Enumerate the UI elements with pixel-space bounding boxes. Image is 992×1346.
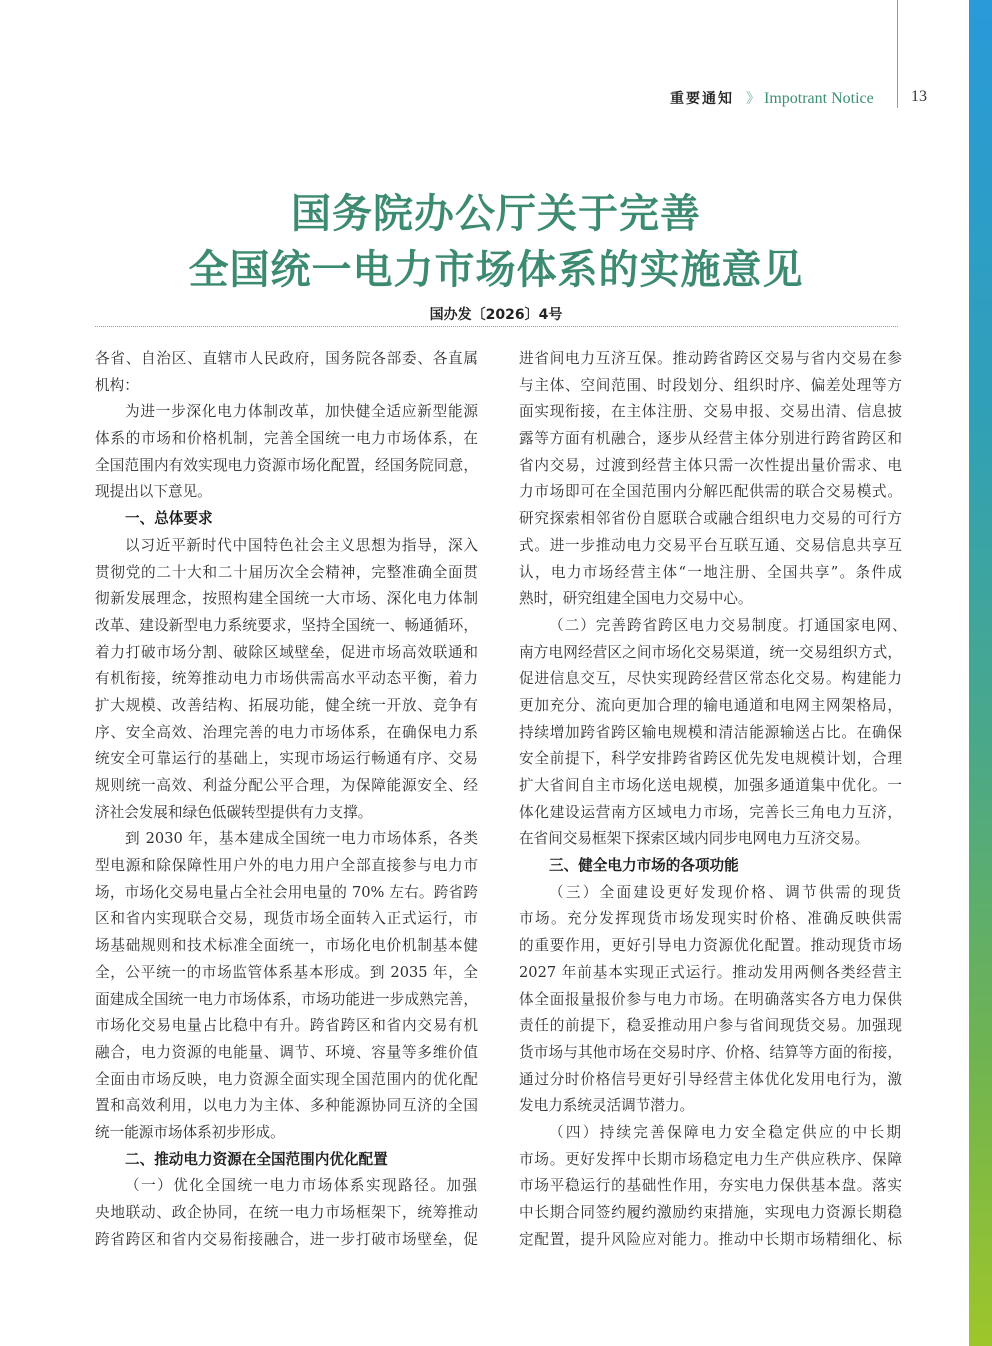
text-line: 研究探索相邻省份自愿联合或融合组织电力交易的可行方 [519,510,902,528]
page-number: 13 [911,88,927,105]
text-line: 扩大规模、改善结构、拓展功能，健全统一开放、竞争有 [95,696,478,714]
text-line: 熟时，研究组建全国电力交易中心。 [519,590,753,608]
text-line: 着力打破市场分割、破除区域壁垒，促进市场高效联通和 [95,643,478,661]
text-line: 露等方面有机融合，逐步从经营主体分别进行跨省跨区和 [519,430,902,448]
text-line: 统一能源市场体系初步形成。 [95,1123,285,1141]
text-line: 区和省内实现联合交易，现货市场全面转入正式运行，市 [95,910,478,928]
text-line: 的重要作用，更好引导电力资源优化配置。推动现货市场 [519,937,902,955]
document-number: 国办发〔2026〕4号 [429,307,563,323]
page-title-line-2: 全国统一电力市场体系的实施意见 [188,246,804,293]
section-heading [519,853,902,880]
text-line: 南方电网经营区之间市场化交易渠道，统一交易组织方式， [519,643,902,661]
text-line: 认，电力市场经营主体“一地注册、全国共享”。条件成 [519,563,902,581]
text-line: 有机衔接，统筹推动电力市场供需高水平动态平衡，着力 [95,670,478,688]
left-column [95,346,478,1253]
text-line: 全，公平统一的市场监管体系基本形成。到 2035 年，全 [95,963,478,981]
text-line: （一）优化全国统一电力市场体系实现路径。加强 [125,1177,478,1195]
paragraph [95,533,478,827]
section-heading [95,506,478,533]
page-title-line-1: 国务院办公厅关于完善 [291,190,701,237]
text-line: （三）全面建设更好发现价格、调节供需的现货 [549,883,902,901]
text-line: 中长期合同签约履约激励约束措施，实现电力资源长期稳 [519,1204,902,1221]
text-line: 置和高效利用，以电力为主体、多种能源协同互济的全国 [95,1097,478,1115]
text-line: 场基础规则和技术标准全面统一，市场化电价机制基本健 [95,937,478,955]
paragraph [519,880,902,1120]
text-line: 机构： [95,376,139,394]
text-line: 规则统一高效、利益分配公平合理，为保障能源安全、经 [95,777,478,794]
text-line: （二）完善跨省跨区电力交易制度。打通国家电网、 [549,616,908,634]
header-divider [897,0,898,108]
text-line: 面建成全国统一电力市场体系，市场功能进一步成熟完善， [95,990,478,1008]
text-line: 力市场即可在全国范围内分解匹配供需的联合交易模式。 [519,483,902,501]
text-line: 各省、自治区、直辖市人民政府，国务院各部委、各直属 [95,350,478,367]
text-line: 型电源和除保障性用户外的电力用户全部直接参与电力市 [95,857,478,875]
text-line: （四）持续完善保障电力安全稳定供应的中长期 [549,1123,902,1141]
text-line: 以习近平新时代中国特色社会主义思想为指导，深入 [125,536,478,554]
section-heading [95,1147,478,1174]
text-line: 三、健全电力市场的各项功能 [549,857,739,875]
text-line: 到 2030 年，基本建成全国统一电力市场体系，各类 [125,830,478,848]
text-line: 式。进一步推动电力交易平台互联互通、交易信息共享互 [519,536,902,554]
paragraph [95,1173,478,1253]
text-line: 改革、建设新型电力系统要求，坚持全国统一、畅通循环， [95,616,478,634]
section-name: 重要通知 [670,91,734,107]
text-line: 为进一步深化电力体制改革，加快健全适应新型能源 [125,403,478,421]
text-line: 进省间电力互济互保。推动跨省跨区交易与省内交易在参 [519,350,902,367]
text-line: 彻新发展理念，按照构建全国统一大市场、深化电力体制 [95,590,478,608]
text-line: 货市场与其他市场在交易时序、价格、结算等方面的衔接， [519,1043,902,1061]
text-line: 统安全可靠运行的基础上，实现市场运行畅通有序、交易 [95,750,478,768]
text-line: 与主体、空间范围、时段划分、组织时序、偏差处理等方 [519,376,902,394]
paragraph [519,613,908,853]
paragraph [95,346,478,399]
text-line: 定配置，提升风险应对能力。推动中长期市场精细化、标 [519,1230,902,1248]
text-line: 央地联动、政企协同，在统一电力市场框架下，统筹推动 [95,1204,478,1221]
text-line: 济社会发展和绿色低碳转型提供有力支撑。 [95,803,373,821]
paragraph [95,399,478,506]
text-line: 市场平稳运行的基础性作用，夯实电力保供基本盘。落实 [519,1177,902,1195]
text-line: 市场化交易电量占比稳中有升。跨省跨区和省内交易有机 [95,1017,478,1035]
text-line: 更加充分、流向更加合理的输电通道和电网主网架格局， [519,696,902,714]
text-line: 二、推动电力资源在全国范围内优化配置 [125,1150,388,1168]
text-line: 融合，电力资源的电能量、调节、环境、容量等多维价值 [95,1043,478,1061]
text-line: 体系的市场和价格机制，完善全国统一电力市场体系，在 [95,430,478,448]
text-line: 市场。充分发挥现货市场发现实时价格、准确反映供需 [519,910,902,928]
text-line: 一、总体要求 [125,510,213,528]
text-line: 体全面报量报价参与电力市场。在明确落实各方电力保供 [519,990,902,1008]
paragraph [519,346,902,613]
text-line: 序、安全高效、治理完善的电力市场体系，在确保电力系 [95,723,478,741]
text-line: 贯彻党的二十大和二十届历次全会精神，完整准确全面贯 [95,563,478,581]
text-line: 全面由市场反映，电力资源全面实现全国范围内的优化配 [95,1070,478,1088]
text-line: 发电力系统灵活调节潜力。 [519,1097,695,1115]
text-line: 责任的前提下，稳妥推动用户参与省间现货交易。加强现 [519,1017,902,1035]
section-name-english: Impotrant Notice [764,90,874,107]
running-header [670,88,874,108]
paragraph [95,826,478,1146]
text-line: 2027 年前基本实现正式运行。推动发用两侧各类经营主 [519,963,902,981]
text-line: 在省间交易框架下探索区域内同步电网电力互济交易。 [519,830,870,848]
text-line: 跨省跨区和省内交易衔接融合，进一步打破市场壁垒，促 [95,1230,478,1248]
text-line: 现提出以下意见。 [95,483,212,501]
text-line: 促进信息交互，尽快实现跨经营区常态化交易。构建能力 [519,670,902,688]
text-line: 全国范围内有效实现电力资源市场化配置，经国务院同意， [95,456,478,474]
text-line: 安全前提下，科学安排跨省跨区优先发电规模计划，合理 [519,750,902,768]
text-line: 持续增加跨省跨区输电规模和清洁能源输送占比。在确保 [519,723,902,741]
text-line: 场，市场化交易电量占全社会用电量的 70% 左右。跨省跨 [95,883,478,901]
text-line: 市场。更好发挥中长期市场稳定电力生产供应秩序、保障 [519,1150,902,1168]
text-line: 体化建设运营南方区域电力市场，完善长三角电力互济， [519,803,902,821]
text-line: 通过分时价格信号更好引导经营主体优化发用电行为，激 [519,1070,902,1088]
dotted-divider [95,326,898,327]
text-line: 省内交易，过渡到经营主体只需一次性提出量价需求、电 [519,456,902,474]
paragraph [519,1120,902,1253]
text-line: 面实现衔接，在主体注册、交易申报、交易出清、信息披 [519,403,902,421]
double-chevron-icon: 》 [746,91,760,107]
right-column [519,346,908,1253]
text-line: 扩大省间自主市场化送电规模，加强多通道集中优化。一 [519,777,902,794]
